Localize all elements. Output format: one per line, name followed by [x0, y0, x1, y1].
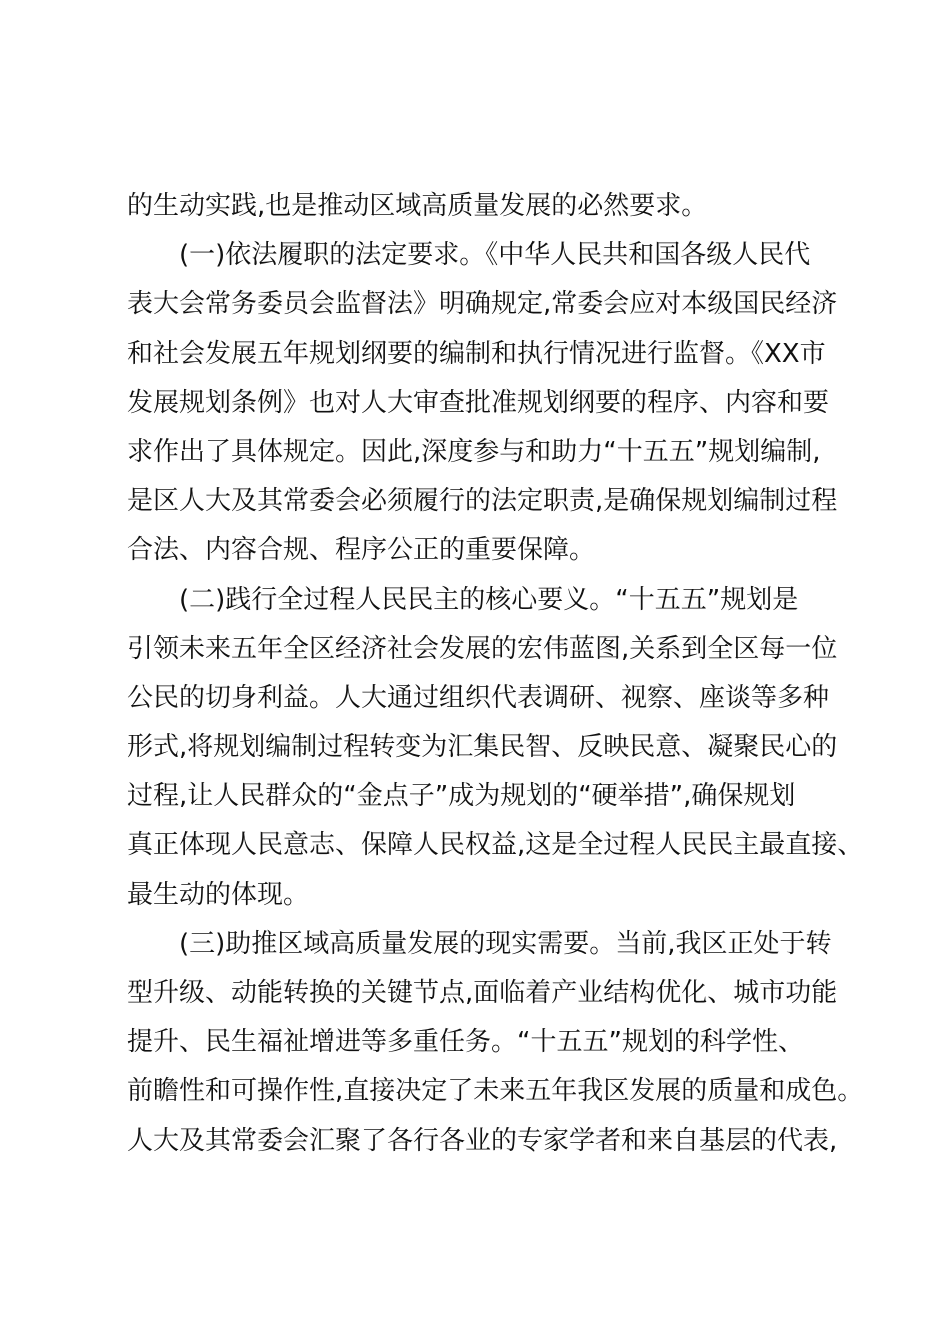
text-line: 最生动的体现。 [127, 879, 310, 910]
text-line: 真正体现人民意志、保障人民权益,这是全过程人民民主最直接、 [127, 830, 864, 861]
text-line: 的生动实践,也是推动区域高质量发展的必然要求。 [127, 191, 708, 221]
text-line: 过程,让人民群众的“金点子”成为规划的“硬举措”,确保规划 [127, 781, 796, 812]
document-body [127, 182, 864, 1166]
section-heading-line: (一)依法履职的法定要求。《中华人民共和国各级人民代 [179, 240, 811, 271]
text-line: 形式,将规划编制过程转变为汇集民智、反映民意、凝聚民心的 [127, 732, 838, 763]
text-line: 提升、民生福祉增进等多重任务。“十五五”规划的科学性、 [127, 1027, 804, 1058]
text-line: 人大及其常委会汇聚了各行各业的专家学者和来自基层的代表, [127, 1125, 838, 1156]
text-line: 和社会发展五年规划纲要的编制和执行情况进行监督。《XX市 [127, 338, 826, 369]
text-line: 型升级、动能转换的关键节点,面临着产业结构优化、城市功能 [127, 978, 838, 1008]
text-line: 求作出了具体规定。因此,深度参与和助力“十五五”规划编制, [127, 436, 821, 467]
text-line: 合法、内容合规、程序公正的重要保障。 [127, 535, 596, 566]
text-line: 表大会常务委员会监督法》明确规定,常委会应对本级国民经济 [127, 289, 838, 320]
text-line: 公民的切身利益。人大通过组织代表调研、视察、座谈等多种 [127, 682, 830, 713]
section-heading-line: (三)助推区域高质量发展的现实需要。当前,我区正处于转 [179, 928, 832, 959]
text-line: 发展规划条例》也对人大审查批准规划纲要的程序、内容和要 [127, 387, 830, 418]
text-line: 是区人大及其常委会必须履行的法定职责,是确保规划编制过程 [127, 486, 838, 517]
text-line: 前瞻性和可操作性,直接决定了未来五年我区发展的质量和成色。 [127, 1076, 864, 1107]
section-heading-line: (二)践行全过程人民民主的核心要义。“十五五”规划是 [179, 584, 799, 615]
text-line: 引领未来五年全区经济社会发展的宏伟蓝图,关系到全区每一位 [127, 633, 838, 664]
